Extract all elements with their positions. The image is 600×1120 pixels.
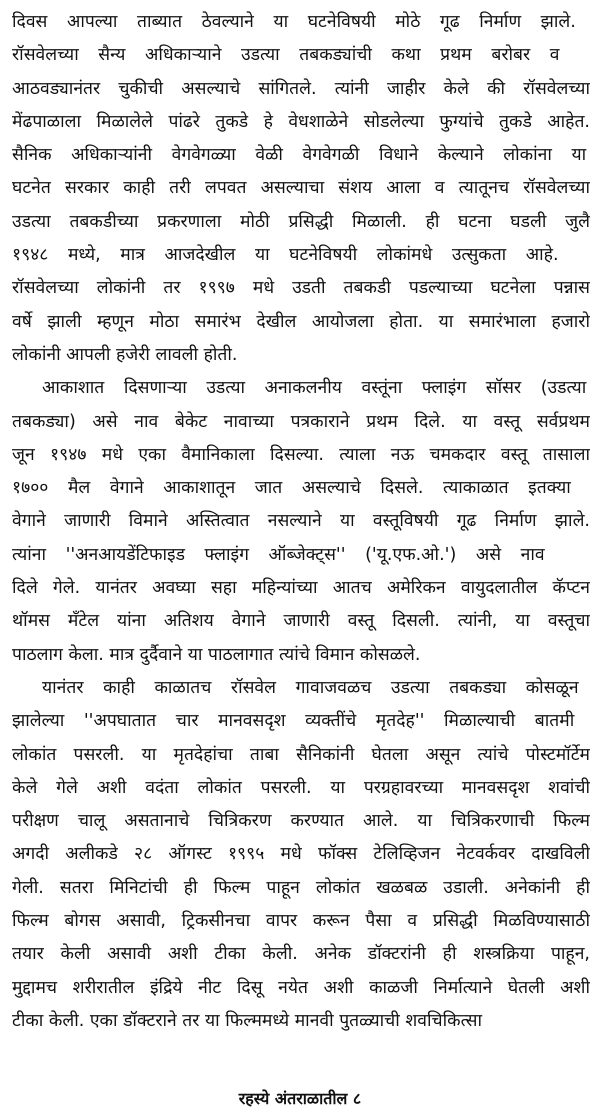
text-line: यानंतर काही काळातच रॉसवेल गावाजवळच उडत्या तबकड्या कोसळून xyxy=(42,677,579,698)
text-line: थॉमस मॅंटेल यांना अतिशय वेगाने जाणारी वस्तू दिसली. त्यांनी, या वस्तूचा xyxy=(12,611,590,632)
text-line: सैनिक अधिकाऱ्यांनी वेगवेगळ्या वेळी वेगवेगळी विधाने केल्याने लोकांना या xyxy=(12,145,587,166)
text-line: गेली. सतरा मिनिटांची ही फिल्म पाहून लोकांत खळबळ उडाली. अनेकांनी ही xyxy=(12,877,590,898)
body-text xyxy=(12,6,590,1038)
text-line: दिले गेले. यानंतर अवघ्या सहा महिन्यांच्या आतच अमेरिकन वायुदलातील कॅप्टन xyxy=(12,578,590,599)
text-line: तयार केली असावी अशी टीका केली. अनेक डॉक्टरांनी ही शस्त्रक्रिया पाहून, xyxy=(12,944,590,965)
text-line: लोकांनी आपली हजेरी लावली होती. xyxy=(12,344,238,365)
text-line: जून १९४७ मधे एका वैमानिकाला दिसल्या. त्याला नऊ चमकदार वस्तू तासाला xyxy=(12,444,590,465)
text-line: तबकड्या) असे नाव बेकेट नावाच्या पत्रकाराने प्रथम दिले. या वस्तू सर्वप्रथम xyxy=(12,411,590,432)
text-line: परीक्षण चालू असतानाचे चित्रिकरण करण्यात आले. या चित्रिकरणाची फिल्म xyxy=(12,811,590,832)
text-line: घटनेत सरकार काही तरी लपवत असल्याचा संशय आला व त्यातूनच रॉसवेलच्या xyxy=(12,178,590,199)
text-line: रॉसवेलच्या सैन्य अधिकाऱ्याने उडत्या तबकड्यांची कथा प्रथम बरोबर व xyxy=(12,45,560,66)
text-line: पाठलाग केला. मात्र दुर्दैवाने या पाठलागात त्यांचे विमान कोसळले. xyxy=(12,644,421,665)
text-line: उडत्या तबकडीच्या प्रकरणाला मोठी प्रसिद्धी मिळाली. ही घटना घडली जुलै xyxy=(12,211,590,232)
text-line: अगदी अलीकडे २८ ऑगस्ट १९९५ मधे फॉक्स टेलिव्हिजन नेटवर्कवर दाखविली xyxy=(12,844,590,865)
text-line: दिवस आपल्या ताब्यात ठेवल्याने या घटनेविषयी मोठे गूढ निर्माण झाले. xyxy=(12,12,576,32)
text-line: रॉसवेलच्या लोकांनी तर १९९७ मधे उडती तबकडी पडल्याच्या घटनेला पन्नास xyxy=(12,278,590,299)
text-line: आकाशात दिसणाऱ्या उडत्या अनाकलनीय वस्तूंना फ्लाइंग सॉसर (उडत्या xyxy=(42,378,587,399)
text-line: १९४८ मध्ये, मात्र आजदेखील या घटनेविषयी लोकांमधे उत्सुकता आहे. xyxy=(12,245,559,266)
paragraph xyxy=(12,6,590,372)
text-line: फिल्म बोगस असावी, ट्रिकसीनचा वापर करून पैसा व प्रसिद्धी मिळविण्यासाठी xyxy=(12,911,590,932)
text-line: लोकांत पसरली. या मृतदेहांचा ताबा सैनिकांनी घेतला असून त्यांचे पोस्टमॉर्टेम xyxy=(12,744,590,765)
text-line: वर्षे झाली म्हणून मोठा समारंभ देखील आयोजला होता. या समारंभाला हजारो xyxy=(12,311,590,332)
text-line: आठवड्यानंतर चुकीची असल्याचे सांगितले. त्यांनी जाहीर केले की रॉसवेलच्या xyxy=(12,78,590,99)
text-line: वेगाने जाणारी विमाने अस्तित्वात नसल्याने या वस्तूविषयी गूढ निर्माण झाले. xyxy=(12,511,590,532)
paragraph xyxy=(12,672,590,1038)
text-line: त्यांना ''अनआयडेंटिफाइड फ्लाइंग ऑब्जेक्ट्स'' ('यू.एफ.ओ.') असे नाव xyxy=(12,544,545,565)
text-line: केले गेले अशी वदंता लोकांत पसरली. या परग्रहावरच्या मानवसदृश शवांची xyxy=(12,777,590,798)
text-line: १७०० मैल वेगाने आकाशातून जात असल्याचे दिसले. त्याकाळात इतक्या xyxy=(12,478,571,499)
page-footer xyxy=(0,1087,600,1111)
text-line: मेंढपाळाला मिळालेले पांढरे तुकडे हे वेधशाळेने सोडलेल्या फुग्यांचे तुकडे आहेत. xyxy=(12,111,590,132)
paragraph xyxy=(12,372,590,672)
running-title-page-number: रहस्ये अंतराळातील ८ xyxy=(238,1089,362,1108)
text-line: झालेल्या ''अपघातात चार मानवसदृश व्यक्तींचे मृतदेह'' मिळाल्याची बातमी xyxy=(12,711,575,732)
text-line: मुद्दामच शरीरातील इंद्रिये नीट दिसू नयेत अशी काळजी निर्मात्याने घेतली अशी xyxy=(12,977,590,998)
text-line: टीका केली. एका डॉक्टराने तर या फिल्ममध्ये मानवी पुतळ्याची शवचिकित्सा xyxy=(12,1010,482,1031)
